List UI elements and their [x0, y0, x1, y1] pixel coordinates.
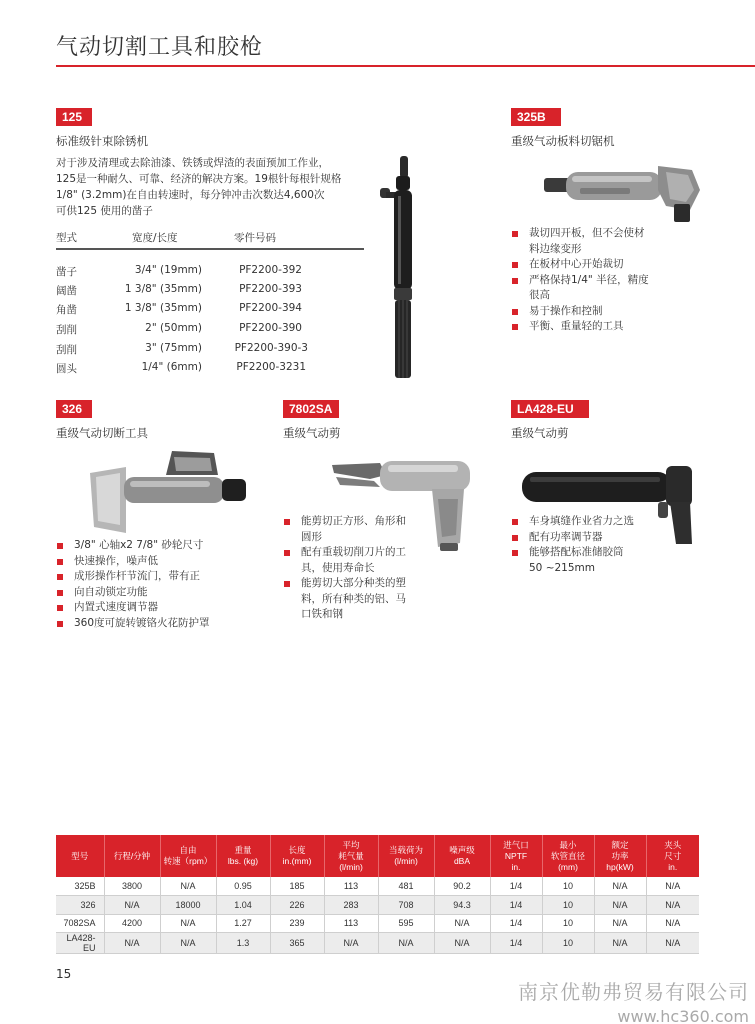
chisel-row	[56, 361, 364, 379]
tag-326: 326	[56, 400, 92, 418]
table-cell: N/A	[594, 933, 646, 954]
chisel-part: PF2200-3231	[236, 361, 306, 373]
table-row	[56, 877, 699, 896]
header-collet: 夹头 尺寸 in.	[646, 835, 699, 877]
cutoff-tool-image	[86, 445, 256, 540]
chisel-table-header	[56, 228, 364, 248]
table-cell: 1/4	[490, 933, 542, 954]
table-row	[56, 914, 699, 933]
table-cell: N/A	[104, 933, 160, 954]
header-noise: 噪声级 dBA	[434, 835, 490, 877]
feature-item: 裁切四开板，但不会使材	[511, 226, 681, 242]
table-cell: 1.27	[216, 914, 270, 933]
chisel-row	[56, 283, 364, 301]
subtitle-325b: 重级气动板料切锯机	[511, 134, 615, 148]
feature-item-continued: 料边缘变形	[529, 242, 582, 255]
bullets-326	[56, 538, 266, 631]
chisel-part: PF2200-390-3	[234, 342, 308, 354]
chisel-type: 凿子	[56, 266, 77, 278]
description-line: 1/8" (3.2mm)在自由转速时，每分钟冲击次数达4,600次	[56, 189, 325, 201]
table-cell: 185	[270, 877, 324, 896]
header-strokes: 行程/分钟	[104, 835, 160, 877]
cell-model: LA428-EU	[56, 933, 104, 954]
chisel-size: 2" (50mm)	[145, 322, 202, 334]
header-length: 长度 in.(mm)	[270, 835, 324, 877]
table-cell: N/A	[646, 896, 699, 915]
table-cell: N/A	[646, 914, 699, 933]
tag-7802sa: 7802SA	[283, 400, 339, 418]
feature-item: 3/8" 心轴x2 7/8" 砂轮尺寸	[56, 538, 266, 554]
table-cell: N/A	[378, 933, 434, 954]
table-cell: N/A	[646, 933, 699, 954]
feature-item: 快速操作，噪声低	[56, 554, 266, 570]
watermark-company: 南京优勒弗贸易有限公司	[518, 980, 749, 1004]
feature-item: 配有重载切削刀片的工	[283, 545, 453, 561]
table-cell: 708	[378, 896, 434, 915]
feature-item-continued: 很高	[529, 289, 550, 301]
table-cell: N/A	[646, 877, 699, 896]
table-cell: 113	[324, 877, 378, 896]
chisel-type: 阔凿	[56, 285, 77, 297]
chisel-row	[56, 342, 364, 360]
table-cell: 3800	[104, 877, 160, 896]
cell-model: 7082SA	[56, 914, 104, 933]
title-divider	[56, 65, 755, 67]
subtitle-125: 标准级针束除锈机	[56, 134, 148, 148]
feature-item-continued: 料，所有种类的铝、马	[301, 592, 406, 605]
description-line: 对于涉及清理或去除油漆、铁锈或焊渣的表面预加工作业，	[56, 157, 329, 169]
table-cell: N/A	[434, 933, 490, 954]
table-cell: 1/4	[490, 914, 542, 933]
header-load-air: 当载荷为 (l/min)	[378, 835, 434, 877]
table-cell: 481	[378, 877, 434, 896]
feature-item: 在板材中心开始裁切	[511, 257, 681, 273]
chisel-row	[56, 322, 364, 340]
header-hose: 最小 软管直径 (mm)	[542, 835, 594, 877]
table-cell: N/A	[160, 914, 216, 933]
chisel-header-type: 型式	[56, 232, 77, 244]
bullets-325b	[511, 226, 681, 335]
cell-model: 325B	[56, 877, 104, 896]
tag-325b: 325B	[511, 108, 561, 126]
feature-item: 配有功率调节器	[511, 530, 691, 546]
bullets-7802sa	[283, 514, 453, 623]
header-weight: 重量 lbs. (kg)	[216, 835, 270, 877]
chisel-part: PF2200-390	[239, 322, 302, 334]
table-cell: N/A	[594, 914, 646, 933]
feature-item-continued: 具，使用寿命长	[301, 561, 375, 574]
table-cell: 94.3	[434, 896, 490, 915]
table-cell: N/A	[160, 933, 216, 954]
chisel-size: 1 3/8" (35mm)	[124, 302, 202, 314]
chisel-row	[56, 264, 364, 282]
feature-item-continued: 口铁和钢	[301, 608, 343, 620]
feature-item: 内置式速度调节器	[56, 600, 266, 616]
needle-scaler-image	[372, 150, 422, 380]
chisel-header-size: 宽度/长度	[132, 232, 178, 244]
feature-item: 严格保持1/4" 半径，精度	[511, 273, 681, 289]
table-cell: N/A	[160, 877, 216, 896]
chisel-part: PF2200-392	[239, 264, 302, 276]
feature-item: 易于操作和控制	[511, 304, 681, 320]
table-cell: N/A	[434, 914, 490, 933]
page-number: 15	[56, 967, 72, 981]
chisel-size: 1/4" (6mm)	[141, 361, 202, 373]
table-cell: 1.04	[216, 896, 270, 915]
table-cell: 113	[324, 914, 378, 933]
table-cell: 18000	[160, 896, 216, 915]
chisel-part: PF2200-394	[239, 302, 302, 314]
feature-item-continued: 圆形	[301, 530, 322, 543]
table-cell: 226	[270, 896, 324, 915]
chisel-table-rule	[56, 248, 364, 250]
feature-item: 平衡、重量轻的工具	[511, 319, 681, 335]
description-line: 125是一种耐久、可靠、经济的解决方案。19根针每根针规格	[56, 173, 342, 185]
subtitle-la428-eu: 重级气动剪	[511, 426, 569, 440]
feature-item: 能剪切正方形、角形和	[283, 514, 453, 530]
feature-item: 成形操作杆节流门，带有正	[56, 569, 266, 585]
table-cell: 10	[542, 933, 594, 954]
subtitle-7802sa: 重级气动剪	[283, 426, 341, 440]
feature-item: 向自动锁定功能	[56, 585, 266, 601]
description-line: 可供125 使用的凿子	[56, 205, 153, 217]
header-power: 额定 功率 hp(kW)	[594, 835, 646, 877]
tag-125: 125	[56, 108, 92, 126]
table-cell: 90.2	[434, 877, 490, 896]
table-cell: N/A	[594, 896, 646, 915]
chisel-size: 1 3/8" (35mm)	[124, 283, 202, 295]
table-cell: 10	[542, 877, 594, 896]
table-cell: N/A	[594, 877, 646, 896]
chisel-size: 3" (75mm)	[145, 342, 202, 354]
table-cell: 365	[270, 933, 324, 954]
page-title: 气动切割工具和胶枪	[56, 35, 264, 60]
feature-item: 能剪切大部分种类的塑	[283, 576, 453, 592]
header-avg-air: 平均 耗气量 (l/min)	[324, 835, 378, 877]
header-inlet: 进气口 NPTF in.	[490, 835, 542, 877]
feature-item: 360度可旋转镀铬火花防护罩	[56, 616, 266, 632]
table-cell: 1/4	[490, 877, 542, 896]
nibbler-image	[540, 150, 710, 225]
chisel-type: 刮削	[56, 324, 77, 336]
chisel-size: 3/4" (19mm)	[134, 264, 202, 276]
table-cell: 239	[270, 914, 324, 933]
chisel-row	[56, 302, 364, 320]
chisel-type: 角凿	[56, 304, 77, 316]
header-free-speed: 自由 转速（rpm）	[160, 835, 216, 877]
watermark-url: www.hc360.com	[617, 1007, 749, 1024]
chisel-type: 刮削	[56, 344, 77, 356]
table-row	[56, 933, 699, 954]
feature-item-continued: 50 ~215mm	[529, 561, 595, 574]
tag-la428-eu: LA428-EU	[511, 400, 589, 418]
chisel-header-part: 零件号码	[234, 232, 276, 244]
table-cell: N/A	[104, 896, 160, 915]
table-cell: 1/4	[490, 896, 542, 915]
table-cell: 10	[542, 914, 594, 933]
cell-model: 326	[56, 896, 104, 915]
bullets-la428-eu	[511, 514, 691, 576]
feature-item: 车身填缝作业省力之选	[511, 514, 691, 530]
description-125	[56, 155, 371, 219]
table-cell: 4200	[104, 914, 160, 933]
feature-item: 能够搭配标准储胶筒	[511, 545, 691, 561]
spec-table	[56, 835, 699, 954]
table-cell: 595	[378, 914, 434, 933]
spec-table-header-row	[56, 835, 699, 877]
table-cell: 0.95	[216, 877, 270, 896]
subtitle-326: 重级气动切断工具	[56, 426, 148, 440]
table-cell: 283	[324, 896, 378, 915]
table-row	[56, 896, 699, 915]
chisel-type: 圆头	[56, 363, 77, 375]
table-cell: 10	[542, 896, 594, 915]
chisel-part: PF2200-393	[239, 283, 302, 295]
header-model: 型号	[56, 835, 104, 877]
table-cell: N/A	[324, 933, 378, 954]
table-cell: 1.3	[216, 933, 270, 954]
watermark	[518, 976, 749, 1024]
